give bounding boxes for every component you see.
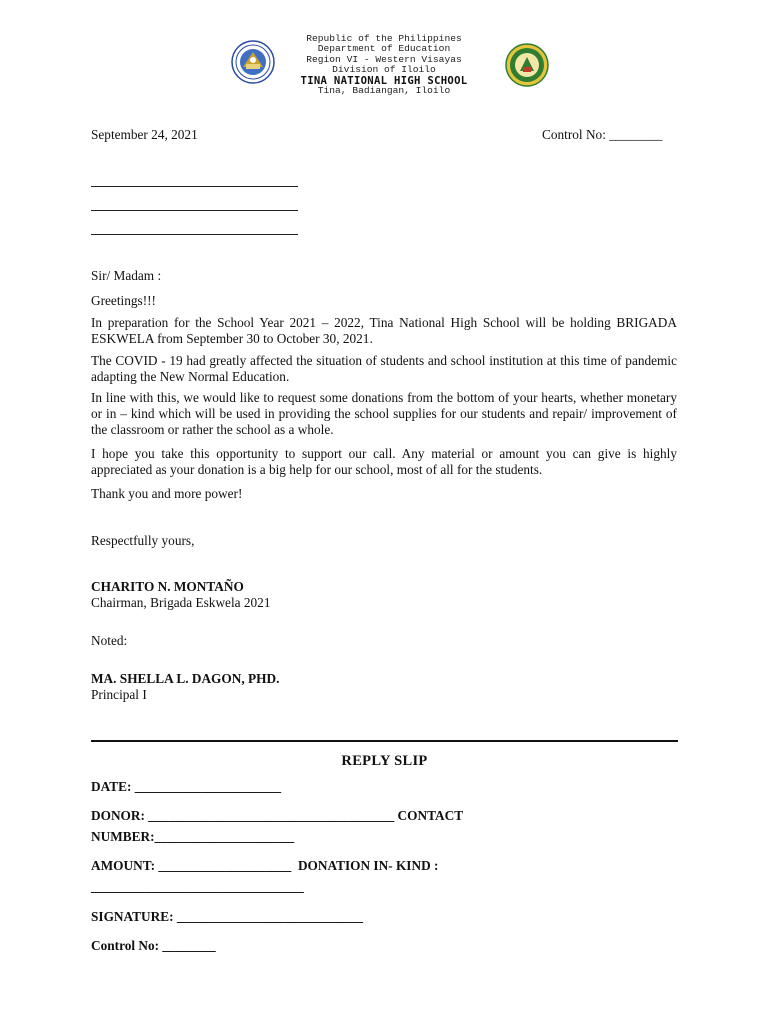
- body-paragraph: In preparation for the School Year 2021 – 2022, Tina National High School will be holding BRIGADA ESKWELA from September 30 to October 30, 2021.: [91, 315, 677, 346]
- signatory-title: Chairman, Brigada Eskwela 2021: [91, 595, 271, 610]
- greeting: Greetings!!!: [91, 293, 156, 308]
- date-field: DATE: ______________________: [91, 779, 281, 794]
- letterhead-line: Region VI - Western Visayas: [306, 53, 462, 65]
- noted-title: Principal I: [91, 687, 147, 702]
- body-paragraph: The COVID - 19 had greatly affected the situation of students and school institution at this time of pandemic adapting the New Normal Education.: [91, 353, 677, 384]
- in-kind-line: ________________________________: [91, 879, 304, 894]
- noted-name: MA. SHELLA L. DAGON, PHD.: [91, 671, 280, 686]
- amount-field: AMOUNT: ____________________ DONATION IN- KIND :: [91, 858, 439, 873]
- slip-control-number: Control No: ________: [91, 938, 216, 953]
- letter-date: September 24, 2021: [91, 127, 198, 142]
- school-name: TINA NATIONAL HIGH SCHOOL: [300, 74, 468, 87]
- signatory-name: CHARITO N. MONTAÑO: [91, 579, 244, 594]
- noted-label: Noted:: [91, 633, 128, 648]
- body-paragraph: In line with this, we would like to request some donations from the bottom of your hearts, whether monetary or in – kind which will be used in providing the school supplies for our students and repair/ improvement of the classroom or rather the school as a whole.: [91, 390, 677, 437]
- letterhead-line: Republic of the Philippines: [306, 33, 462, 44]
- letterhead-line: Department of Education: [317, 43, 451, 55]
- donor-field: DONOR: _____________________________________ CONTACT: [91, 808, 464, 823]
- letterhead-line: Division of Iloilo: [332, 64, 436, 76]
- recipient-line: [91, 234, 298, 235]
- salutation: Sir/ Madam :: [91, 268, 162, 283]
- control-number: Control No: ________: [542, 127, 663, 142]
- cut-line: [91, 740, 678, 742]
- thanks-line: Thank you and more power!: [91, 486, 243, 501]
- recipient-line: [91, 186, 298, 187]
- contact-number-field: NUMBER:_____________________: [91, 829, 295, 844]
- signature-field: SIGNATURE: ____________________________: [91, 909, 363, 924]
- recipient-line: [91, 210, 298, 211]
- closing: Respectfully yours,: [91, 533, 195, 548]
- letterhead: [0, 34, 768, 96]
- school-address: Tina, Badiangan, Iloilo: [317, 85, 451, 97]
- reply-slip-title: REPLY SLIP: [341, 753, 428, 769]
- body-paragraph: I hope you take this opportunity to support our call. Any material or amount you can give is highly appreciated as your donation is a big help for our school, most of all for the students.: [91, 446, 677, 477]
